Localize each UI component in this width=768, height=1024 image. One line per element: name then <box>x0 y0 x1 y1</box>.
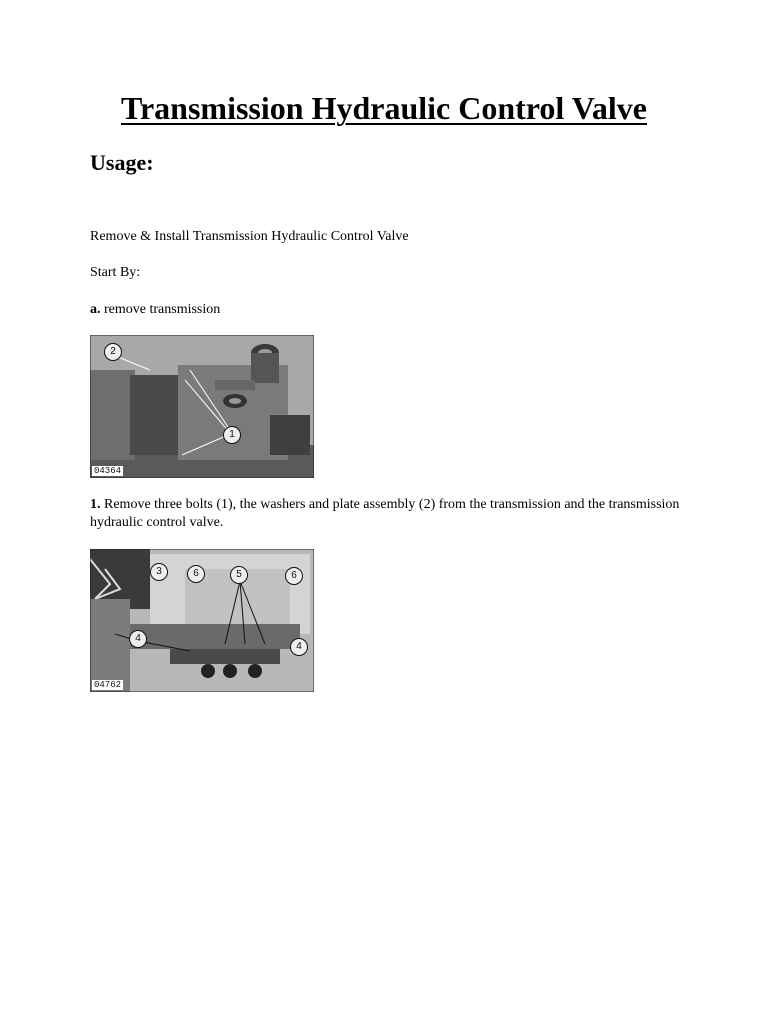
usage-heading: Usage: <box>90 150 154 175</box>
figure-2-code: 04762 <box>94 680 122 690</box>
figure-2-callout: 3 <box>150 563 168 581</box>
figure-2-callout: 4 <box>290 638 308 656</box>
figure-2-callout: 4 <box>129 630 147 648</box>
figure-transmission-bolts <box>90 335 314 478</box>
page-title: Transmission Hydraulic Control Valve <box>121 90 647 126</box>
step-1-marker: 1. <box>90 497 101 512</box>
step-a-text: remove transmission <box>104 302 221 317</box>
figure-1-callout: 2 <box>104 343 122 361</box>
start-by-label: Start By: <box>90 265 141 280</box>
procedure-title: Remove & Install Transmission Hydraulic Control Valve <box>90 229 409 244</box>
transmission-photo <box>90 335 314 478</box>
figure-1-callout: 1 <box>223 426 241 444</box>
step-1 <box>90 496 680 532</box>
figure-1-code: 04364 <box>94 466 122 476</box>
figure-2-callout: 6 <box>285 567 303 585</box>
figure-control-valve <box>90 549 314 692</box>
figure-2-callout: 6 <box>187 565 205 583</box>
step-1-text: Remove three bolts (1), the washers and plate assembly (2) from the transmission and the transmission hydraulic control valve. <box>90 497 680 530</box>
step-a <box>90 301 220 319</box>
step-a-marker: a. <box>90 302 101 317</box>
figure-2-callout: 5 <box>230 566 248 584</box>
